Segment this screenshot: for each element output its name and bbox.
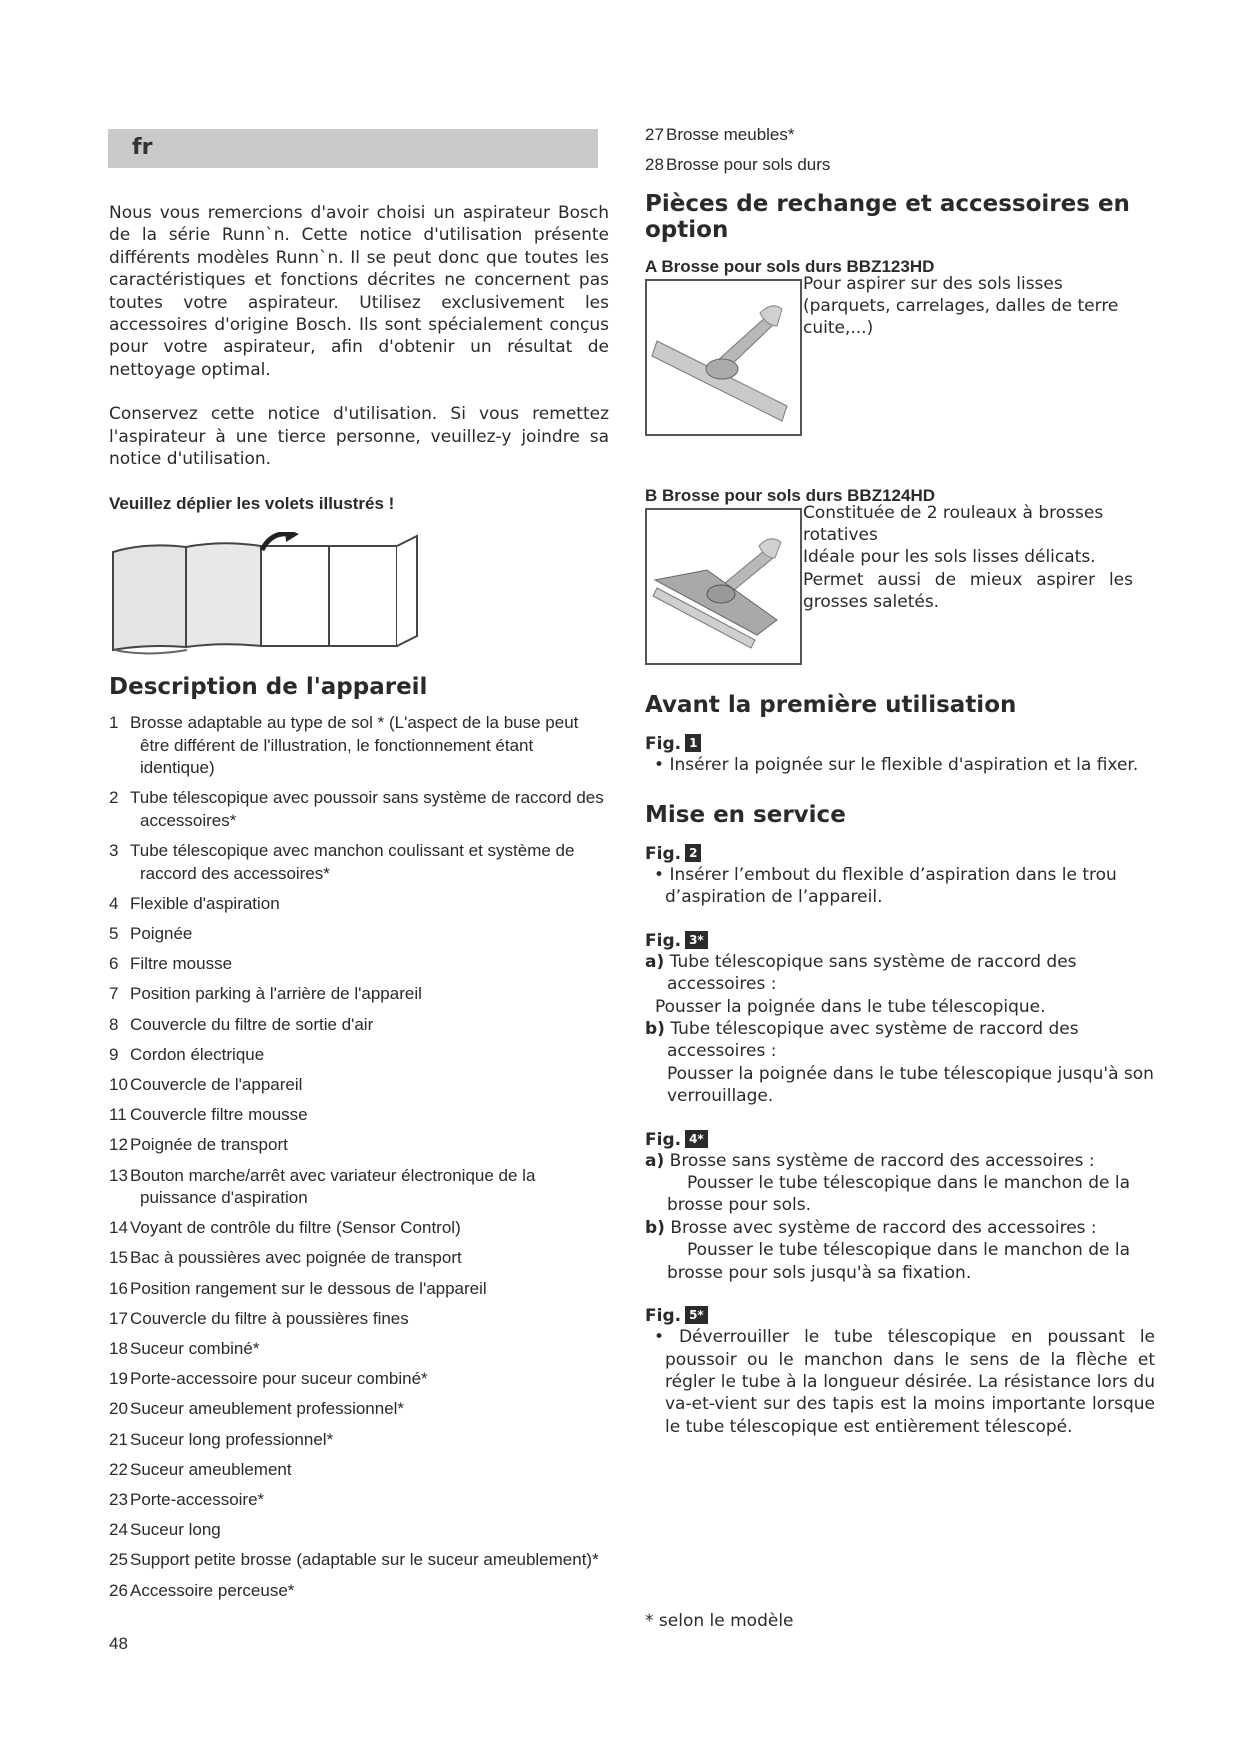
before-use-title: Avant la première utilisation: [645, 691, 1017, 718]
fig-5-label: Fig. 5*: [645, 1306, 1155, 1326]
list-item: 4 Flexible d'aspiration: [109, 893, 280, 913]
fig-2-number: 2: [685, 844, 701, 862]
list-item: 21 Suceur long professionnel*: [109, 1429, 334, 1449]
list-item: 18 Suceur combiné*: [109, 1338, 260, 1358]
description-list-continued: [645, 124, 1155, 177]
list-item: 7 Position parking à l'arrière de l'appareil: [109, 984, 422, 1004]
fig-5-number: 5*: [685, 1306, 708, 1324]
list-item: 23 Porte-accessoire*: [109, 1489, 265, 1509]
fig-1-number: 1: [685, 734, 701, 752]
fig-3-step-b-text: Pousser la poignée dans le tube télescopique jusqu'à son verrouillage.: [667, 1063, 1154, 1107]
list-item: 20 Suceur ameublement professionnel*: [109, 1399, 405, 1419]
fig-4-step-b-text: Pousser le tube télescopique dans le manchon de la brosse pour sols jusqu'à sa fixation.: [667, 1240, 1130, 1283]
list-item: 19 Porte-accessoire pour suceur combiné*: [109, 1369, 428, 1389]
list-item: 12 Poignée de transport: [109, 1135, 288, 1155]
footnote: * selon le modèle: [645, 1611, 794, 1631]
fig-3-number: 3*: [685, 931, 708, 949]
fig-5-instruction: • Déverrouiller le tube télescopique en poussant le poussoir ou le manchon dans le sens de la flèche et régler le tube à la longueur désirée. La résistance lors du va-et-vient sur des tapis est la moins importante lorsque le tube télescopique est entièrement télescopé.: [654, 1327, 1155, 1437]
fig-4-label: Fig. 4*: [645, 1130, 1155, 1150]
list-item: 27 Brosse meubles*: [645, 125, 795, 144]
list-item: 3 Tube télescopique avec manchon coulissant et système de raccord des accessoires*: [109, 841, 575, 883]
list-item: 28 Brosse pour sols durs: [645, 155, 831, 175]
intro-paragraph-2: Conservez cette notice d'utilisation. Si vous remettez l'aspirateur à une tierce personne, veuillez-y joindre sa notice d'utilisation.: [109, 404, 609, 470]
list-item: 14 Voyant de contrôle du filtre (Sensor Control): [109, 1218, 461, 1238]
left-column: [109, 202, 609, 1610]
brush-b-image: [645, 508, 802, 665]
fig-4-step-a: a) Brosse sans système de raccord des accessoires :: [645, 1150, 1095, 1171]
fig-3-label: Fig. 3*: [645, 931, 1155, 951]
list-item: 11 Couvercle filtre mousse: [109, 1105, 308, 1125]
list-item: 8 Couvercle du filtre de sortie d'air: [109, 1014, 374, 1034]
list-item: 5 Poignée: [109, 923, 193, 943]
commissioning-title: Mise en service: [645, 802, 846, 829]
language-code: fr: [132, 135, 153, 160]
list-item: 22 Suceur ameublement: [109, 1459, 292, 1479]
unfold-illustration: [111, 532, 431, 662]
list-item: 25 Support petite brosse (adaptable sur le suceur ameublement)*: [109, 1550, 599, 1570]
spare-b-text-3: Permet aussi de mieux aspirer les grosses saletés.: [803, 569, 1133, 613]
spare-a-text: Pour aspirer sur des sols lisses (parquets, carrelages, dalles de terre cuite,...): [803, 273, 1119, 339]
fig-3-step-a-text: Pousser la poignée dans le tube télescopique.: [655, 996, 1046, 1017]
list-item: 16 Position rangement sur le dessous de l'appareil: [109, 1278, 487, 1298]
intro-paragraph-1: Nous vous remercions d'avoir choisi un aspirateur Bosch de la série Runn`n. Cette notice d'utilisation présente différents modèles Runn`n. Il se peut donc que toutes les caractéristiques et fonctions décrites ne concernent pas toutes votre aspirateur. Utilisez exclusivement les accessoires d'origine Bosch. Ils sont spécialement conçus pour votre aspirateur, afin d'obtenir un résultat de nettoyage optimal.: [109, 203, 609, 380]
fig-3-step-b: b) Tube télescopique avec système de raccord des accessoires :: [645, 1019, 1079, 1062]
right-column: [645, 124, 1155, 1438]
fig-1-instruction: • Insérer la poignée sur le flexible d'aspiration et la fixer.: [654, 754, 1139, 775]
list-item: 15 Bac à poussières avec poignée de transport: [109, 1248, 462, 1268]
fig-2-label: Fig. 2: [645, 844, 1155, 864]
list-item: 17 Couvercle du filtre à poussières fines: [109, 1308, 409, 1328]
fig-2-instruction: • Insérer l’embout du flexible d’aspiration dans le trou d’aspiration de l’appareil.: [654, 865, 1117, 908]
fig-4-step-a-text: Pousser le tube télescopique dans le manchon de la brosse pour sols.: [667, 1173, 1130, 1216]
list-item: 26 Accessoire perceuse*: [109, 1580, 295, 1600]
spare-b-text-2: Idéale pour les sols lisses délicats.: [803, 547, 1096, 568]
fig-1-label: Fig. 1: [645, 734, 1155, 754]
list-item: 10 Couvercle de l'appareil: [109, 1074, 303, 1094]
description-list: [109, 712, 609, 1602]
language-bar: [108, 129, 598, 168]
list-item: 24 Suceur long: [109, 1520, 221, 1540]
list-item: 13 Bouton marche/arrêt avec variateur électronique de la puissance d'aspiration: [109, 1165, 536, 1207]
spares-title: Pièces de rechange et accessoires en option: [645, 190, 1130, 243]
list-item: 2 Tube télescopique avec poussoir sans système de raccord des accessoires*: [109, 788, 604, 830]
fig-4-step-b: b) Brosse avec système de raccord des accessoires :: [645, 1217, 1097, 1238]
list-item: 9 Cordon électrique: [109, 1044, 265, 1064]
brush-a-image: [645, 279, 802, 436]
fig-4-number: 4*: [685, 1130, 708, 1148]
unfold-note: Veuillez déplier les volets illustrés !: [109, 494, 395, 514]
spare-a-label: A Brosse pour sols durs BBZ123HD: [645, 256, 935, 276]
fig-3-step-a: a) Tube télescopique sans système de raccord des accessoires :: [645, 951, 1077, 995]
list-item: 1 Brosse adaptable au type de sol * (L'aspect de la buse peut être différent de l'illustration, le fonctionnement étant identique): [109, 713, 579, 778]
spare-b-text-1: Constituée de 2 rouleaux à brosses rotatives: [803, 502, 1104, 546]
spare-b-label: B Brosse pour sols durs BBZ124HD: [645, 485, 936, 505]
list-item: 6 Filtre mousse: [109, 954, 233, 974]
description-title: Description de l'appareil: [109, 674, 428, 701]
spare-b-description: [803, 502, 1133, 614]
page-number: 48: [109, 1634, 128, 1653]
